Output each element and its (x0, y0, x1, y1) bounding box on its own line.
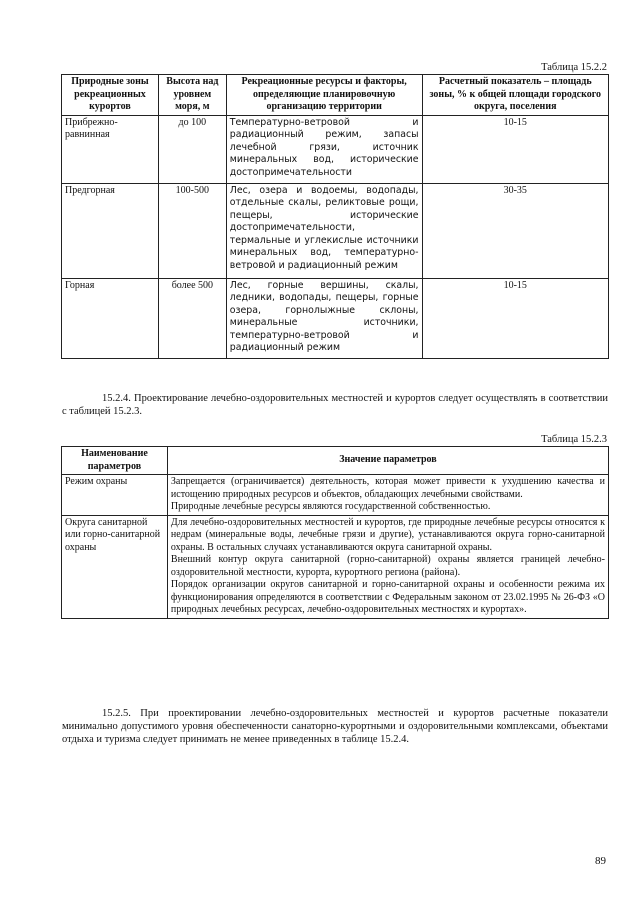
table-row (62, 115, 609, 183)
header-height: Высота над уровнем моря, м (158, 75, 226, 116)
table-row (62, 515, 609, 618)
value-paragraph: Внешний контур округа санитарной (горно-санитарной) охраны является границей лечебно-оздоровительной местности, курорта, курортного региона (района). (170, 554, 605, 578)
cell-share: 10-15 (422, 115, 608, 183)
table-row (62, 278, 609, 358)
table-header-row (62, 75, 609, 116)
table-header-row (62, 447, 609, 475)
value-paragraph: Порядок организации округов санитарной и горно-санитарной охраны и особенности режима их функционирования определяются в соответствии с Федеральным законом от 23.02.1995 № 26-ФЗ «О природных лечебных ресурсах, лечебно-оздоровительных местностях и курортах». (170, 579, 605, 615)
value-paragraph: Природные лечебные ресурсы являются государственной собственностью. (170, 501, 491, 512)
table-15-2-3 (61, 446, 609, 619)
value-paragraph: Запрещается (ограничивается) деятельность, которая может привести к ухудшению качества и истощению природных ресурсов и объектов, обладающих лечебными свойствами. (170, 476, 605, 500)
table-caption-15-2-3: Таблица 15.2.3 (541, 434, 607, 445)
cell-zone: Прибрежно-равнинная (62, 115, 159, 183)
paragraph-15-2-5: 15.2.5. При проектировании лечебно-оздоровительных местностей и курортов расчетные показатели минимально допустимого уровня обеспеченности санаторно-курортными и оздоровительными комплексами, объектами отдыха и туризма следует принимать не менее приведенных в таблице 15.2.4. (62, 708, 608, 746)
cell-zone: Горная (62, 278, 159, 358)
header-param-name: Наименование параметров (62, 447, 168, 475)
cell-resources: Лес, горные вершины, скалы, ледники, водопады, пещеры, горные озера, горнолыжные склоны, минеральные источники, температурно-ветровой и радиационный режим (226, 278, 422, 358)
table-row (62, 183, 609, 278)
paragraph-15-2-4: 15.2.4. Проектирование лечебно-оздоровительных местностей и курортов следует осуществлять в соответствии с таблицей 15.2.3. (62, 393, 608, 418)
cell-share: 30-35 (422, 183, 608, 278)
table-row (62, 475, 609, 516)
header-zones: Природные зоны рекреационных курортов (62, 75, 159, 116)
cell-height: 100-500 (158, 183, 226, 278)
header-resources: Рекреационные ресурсы и факторы, определяющие планировочную организацию территории (226, 75, 422, 116)
cell-param-name: Режим охраны (62, 475, 168, 516)
header-share: Расчетный показатель – площадь зоны, % к общей площади городского округа, поселения (422, 75, 608, 116)
cell-height: до 100 (158, 115, 226, 183)
header-param-value: Значение параметров (167, 447, 608, 475)
cell-share: 10-15 (422, 278, 608, 358)
cell-param-value (167, 515, 608, 618)
cell-zone: Предгорная (62, 183, 159, 278)
cell-resources: Температурно-ветровой и радиационный режим, запасы лечебной грязи, источник минеральных вод, исторические достопримечательности (226, 115, 422, 183)
table-caption-15-2-2: Таблица 15.2.2 (541, 62, 607, 73)
table-15-2-2 (61, 74, 609, 359)
cell-param-name: Округа санитарной или горно-санитарной охраны (62, 515, 168, 618)
cell-height: более 500 (158, 278, 226, 358)
value-paragraph: Для лечебно-оздоровительных местностей и курортов, где природные лечебные ресурсы относятся к недрам (минеральные воды, лечебные грязи и другие), устанавливаются округа горно-санитарной охраны. В остальных случаях устанавливаются округа санитарной охраны. (170, 516, 605, 553)
cell-resources: Лес, озера и водоемы, водопады, отдельные скалы, реликтовые рощи, пещеры, исторические достопримечательности, термальные и углекислые источники минеральных вод, температурно-ветровой и радиационный режим (226, 183, 422, 278)
page-number: 89 (595, 855, 606, 867)
cell-param-value (167, 475, 608, 516)
